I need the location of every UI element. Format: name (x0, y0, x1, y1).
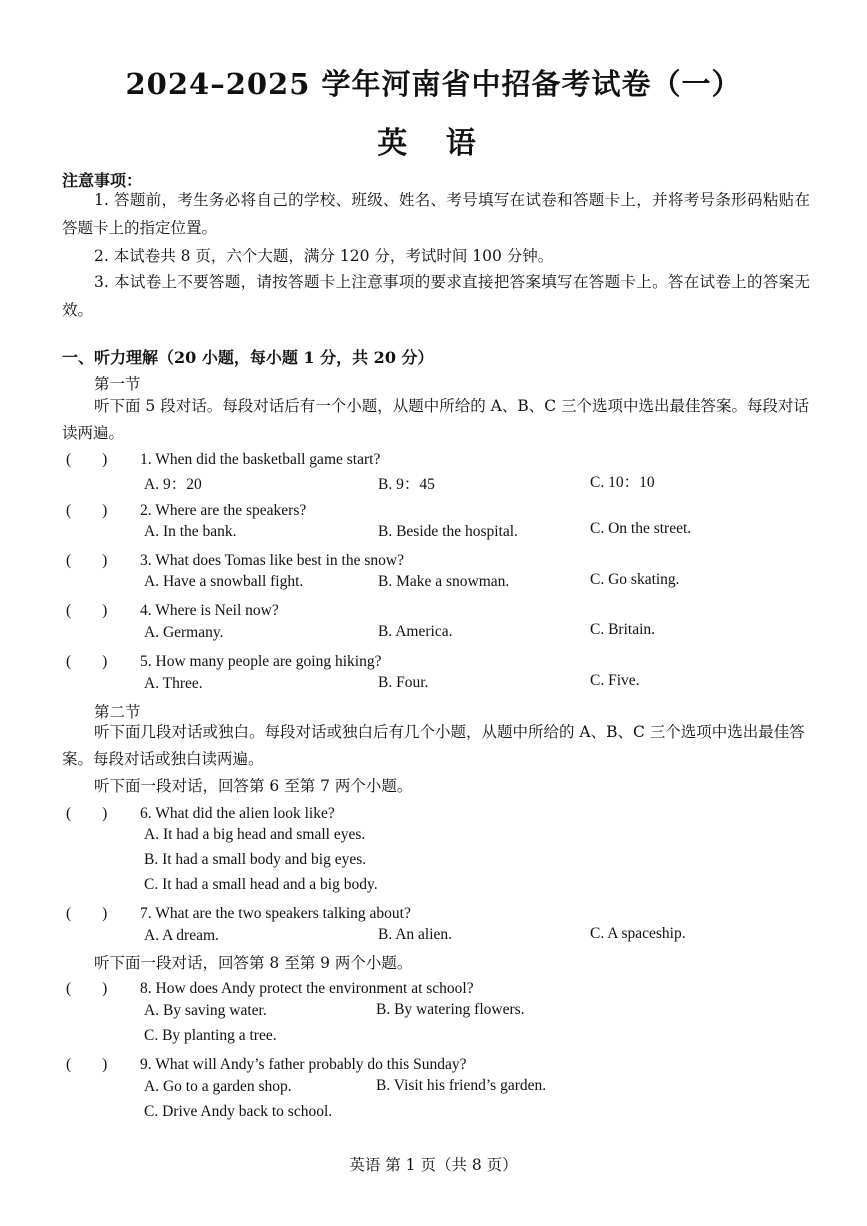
option: C. Five. (590, 672, 640, 689)
option: C. Drive Andy back to school. (144, 1103, 333, 1120)
notes-heading: 注意事项： (62, 171, 143, 190)
option: A. It had a big head and small eyes. (144, 826, 366, 843)
option: A. Go to a garden shop. (144, 1078, 292, 1095)
part-instruction: 听下面 5 段对话。每段对话后有一个小题，从题中所给的 A、B、C 三个选项中选出最佳答案。每段对话读两遍。 (62, 397, 810, 442)
answer-bracket: ( ) (66, 980, 108, 997)
question-row (66, 498, 306, 520)
option: C. 10：10 (590, 474, 655, 491)
note-item: 1. 答题前，考生务必将自己的学校、班级、姓名、考号填写在试卷和答题卡上，并将考号条形码粘贴在答题卡上的指定位置。 (62, 191, 810, 237)
question-stem: 3. What does Tomas like best in the snow? (140, 552, 404, 569)
answer-bracket: ( ) (66, 653, 108, 670)
section-heading: 一、听力理解（20 小题，每小题 1 分，共 20 分） (62, 348, 434, 367)
option: B. Visit his friend’s garden. (376, 1077, 547, 1094)
option: A. Three. (144, 675, 203, 692)
sub-instruction: 听下面一段对话，回答第 8 至第 9 两个小题。 (94, 954, 413, 972)
question-row (66, 901, 411, 923)
question-row (66, 598, 279, 620)
option: B. An alien. (378, 926, 453, 943)
option: B. Beside the hospital. (378, 523, 518, 540)
answer-bracket: ( ) (66, 552, 108, 569)
question-stem: 8. How does Andy protect the environment at school? (140, 980, 474, 997)
option: C. On the street. (590, 520, 692, 537)
subject-title: 英 语 (377, 126, 490, 161)
option: B. America. (378, 623, 453, 640)
option: C. It had a small head and a big body. (144, 876, 378, 893)
option: C. Britain. (590, 621, 656, 638)
option: A. By saving water. (144, 1002, 267, 1019)
option: A. 9：20 (144, 476, 202, 493)
part-title: 第一节 (94, 375, 141, 393)
part-instruction: 听下面几段对话或独白。每段对话或独白后有几个小题，从题中所给的 A、B、C 三个选项中选出最佳答案。每段对话或独白读两遍。 (62, 723, 805, 768)
sub-instruction: 听下面一段对话，回答第 6 至第 7 两个小题。 (94, 777, 413, 795)
option: A. Have a snowball fight. (144, 573, 304, 590)
answer-bracket: ( ) (66, 1056, 108, 1073)
question-stem: 2. Where are the speakers? (140, 502, 307, 519)
question-stem: 6. What did the alien look like? (140, 805, 335, 822)
question-stem: 7. What are the two speakers talking about? (140, 905, 411, 922)
question-row (66, 1052, 466, 1074)
answer-bracket: ( ) (66, 602, 108, 619)
option: A. A dream. (144, 927, 219, 944)
note-item: 2. 本试卷共 8 页，六个大题，满分 120 分，考试时间 100 分钟。 (94, 247, 554, 265)
answer-bracket: ( ) (66, 451, 108, 468)
question-stem: 9. What will Andy’s father probably do this Sunday? (140, 1056, 467, 1073)
option: B. By watering flowers. (376, 1001, 525, 1018)
question-stem: 1. When did the basketball game start? (140, 451, 381, 468)
question-row (66, 976, 474, 998)
question-stem: 5. How many people are going hiking? (140, 653, 382, 670)
option: B. 9：45 (378, 476, 435, 493)
exam-title: 2024–2025 学年河南省中招备考试卷（一） (125, 67, 742, 101)
answer-bracket: ( ) (66, 905, 108, 922)
option: B. It had a small body and big eyes. (144, 851, 367, 868)
question-row (66, 548, 404, 570)
option: B. Make a snowman. (378, 573, 510, 590)
answer-bracket: ( ) (66, 805, 108, 822)
option: B. Four. (378, 674, 429, 691)
answer-bracket: ( ) (66, 502, 108, 519)
question-stem: 4. Where is Neil now? (140, 602, 279, 619)
option: C. A spaceship. (590, 925, 686, 942)
option: A. Germany. (144, 624, 224, 641)
question-row (66, 801, 335, 823)
option: C. By planting a tree. (144, 1027, 277, 1044)
note-item: 3. 本试卷上不要答题，请按答题卡上注意事项的要求直接把答案填写在答题卡上。答在试卷上的答案无效。 (62, 273, 810, 319)
part-title: 第二节 (94, 703, 141, 721)
question-row (66, 447, 380, 469)
option: A. In the bank. (144, 523, 237, 540)
option: C. Go skating. (590, 571, 680, 588)
page-footer: 英语 第 1 页（共 8 页） (349, 1156, 518, 1174)
question-row (66, 649, 381, 671)
